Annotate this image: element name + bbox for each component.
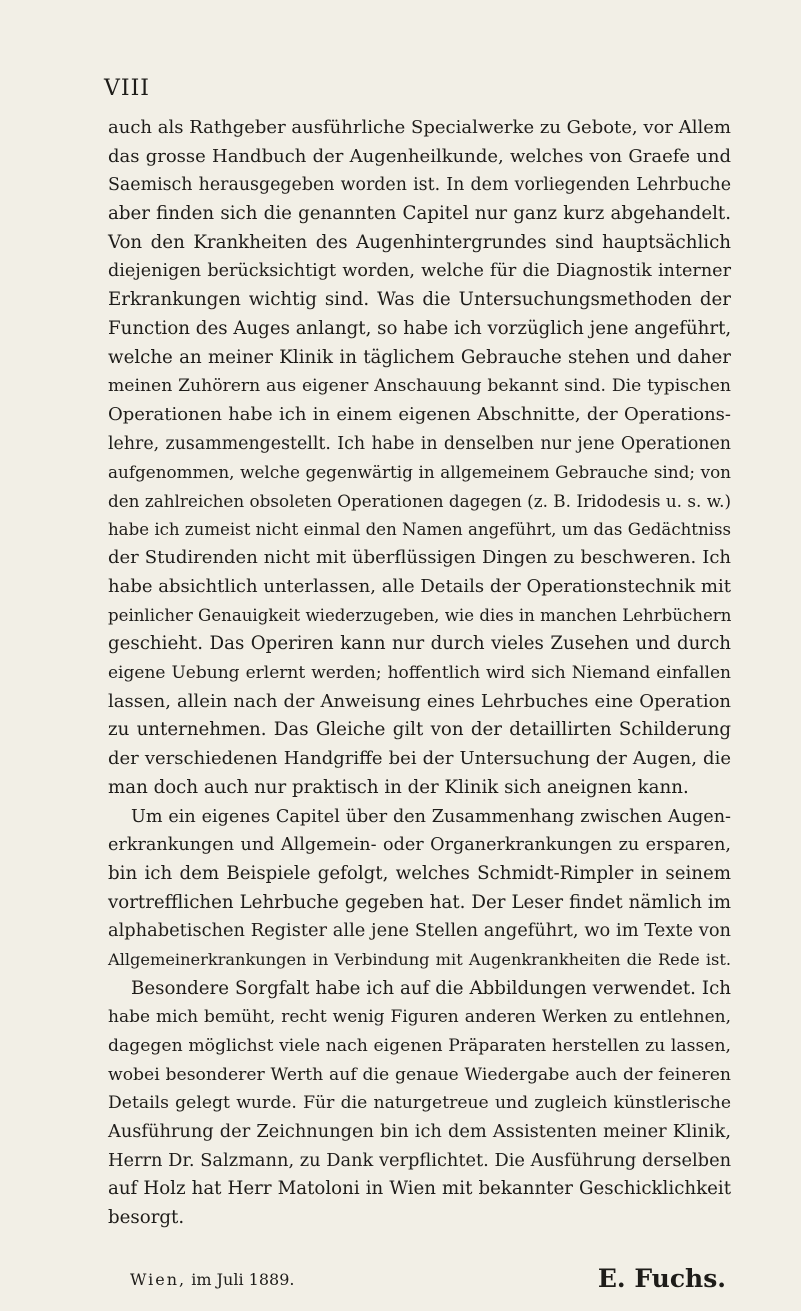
text-line: auch als Rathgeber ausführliche Specialwerke zu Gebote, vor Allem	[108, 117, 731, 138]
text-line: der Studirenden nicht mit überflüssigen Dingen zu beschweren. Ich	[108, 547, 731, 569]
page-number: VIII	[104, 76, 150, 101]
text-line: eigene Uebung erlernt werden; hoffentlich wird sich Niemand einfallen	[108, 663, 731, 684]
text-line: Function des Auges anlangt, so habe ich vorzüglich jene angeführt,	[108, 317, 732, 339]
text-line: lehre, zusammengestellt. Ich habe in denselben nur jene Operationen	[108, 433, 731, 454]
text-line: Details gelegt wurde. Für die naturgetreue und zugleich künstlerische	[108, 1093, 731, 1114]
text-line: auf Holz hat Herr Matoloni in Wien mit bekannter Geschicklichkeit	[108, 1178, 731, 1200]
signature-place: Wien,	[130, 1270, 187, 1289]
text-line: Erkrankungen wichtig sind. Was die Untersuchungsmethoden der	[108, 289, 731, 311]
text-line: aber finden sich die genannten Capitel nur ganz kurz abgehandelt.	[108, 203, 731, 225]
text-line: Operationen habe ich in einem eigenen Abschnitte, der Operations-	[108, 403, 731, 425]
text-line: meinen Zuhörern aus eigener Anschauung bekannt sind. Die typischen	[108, 376, 731, 397]
text-line: diejenigen berücksichtigt worden, welche für die Diagnostik interner	[108, 261, 731, 282]
text-line: peinlicher Genauigkeit wiederzugeben, wie dies in manchen Lehrbüchern	[108, 605, 732, 625]
place-date	[130, 1270, 294, 1289]
text-line: welche an meiner Klinik in täglichem Gebrauche stehen und daher	[108, 346, 731, 368]
text-line: Herrn Dr. Salzmann, zu Dank verpflichtet. Die Ausführung derselben	[108, 1149, 732, 1171]
preface-text	[108, 114, 731, 1233]
text-line: habe mich bemüht, recht wenig Figuren anderen Werken zu entlehnen,	[108, 1007, 731, 1028]
text-line: Saemisch herausgegeben worden ist. In dem vorliegenden Lehrbuche	[108, 175, 731, 196]
text-line: besorgt.	[108, 1207, 185, 1229]
text-line: habe ich zumeist nicht einmal den Namen angeführt, um das Gedächtniss	[108, 519, 731, 539]
text-line: der verschiedenen Handgriffe bei der Untersuchung der Augen, die	[108, 748, 731, 770]
text-line: vortrefflichen Lehrbuche gegeben hat. Der Leser findet nämlich im	[108, 891, 731, 913]
text-line: den zahlreichen obsoleten Operationen dagegen (z. B. Iridodesis u. s. w.)	[108, 490, 731, 511]
text-line: wobei besonderer Werth auf die genaue Wiedergabe auch der feineren	[108, 1064, 731, 1085]
text-line: Allgemeinerkrankungen in Verbindung mit Augenkrankheiten die Rede ist.	[108, 949, 731, 969]
text-line: dagegen möglichst viele nach eigenen Präparaten herstellen zu lassen,	[108, 1036, 731, 1056]
author-name: E. Fuchs.	[597, 1264, 726, 1293]
text-line: Von den Krankheiten des Augenhintergrundes sind hauptsächlich	[108, 231, 731, 253]
text-line: Um ein eigenes Capitel über den Zusammenhang zwischen Augen-	[131, 806, 731, 827]
text-line: das grosse Handbuch der Augenheilkunde, welches von Graefe und	[108, 145, 731, 167]
text-line: man doch auch nur praktisch in der Klinik sich aneignen kann.	[108, 776, 689, 798]
text-line: zu unternehmen. Das Gleiche gilt von der detaillirten Schilderung	[108, 719, 731, 741]
text-line: alphabetischen Register alle jene Stellen angeführt, wo im Texte von	[108, 920, 731, 942]
text-line: Besondere Sorgfalt habe ich auf die Abbildungen verwendet. Ich	[131, 977, 731, 999]
text-line: geschieht. Das Operiren kann nur durch vieles Zusehen und durch	[108, 633, 731, 655]
text-line: erkrankungen und Allgemein- oder Organerkrankungen zu ersparen,	[108, 835, 731, 856]
text-line: lassen, allein nach der Anweisung eines Lehrbuches eine Operation	[108, 690, 731, 712]
text-line: aufgenommen, welche gegenwärtig in allgemeinem Gebrauche sind; von	[108, 462, 731, 483]
text-line: bin ich dem Beispiele gefolgt, welches Schmidt-Rimpler in seinem	[108, 862, 731, 884]
signature-date: im Juli 1889.	[191, 1270, 295, 1289]
text-line: Ausführung der Zeichnungen bin ich dem Assistenten meiner Klinik,	[108, 1121, 731, 1143]
text-line: habe absichtlich unterlassen, alle Details der Operationstechnik mit	[108, 576, 731, 597]
